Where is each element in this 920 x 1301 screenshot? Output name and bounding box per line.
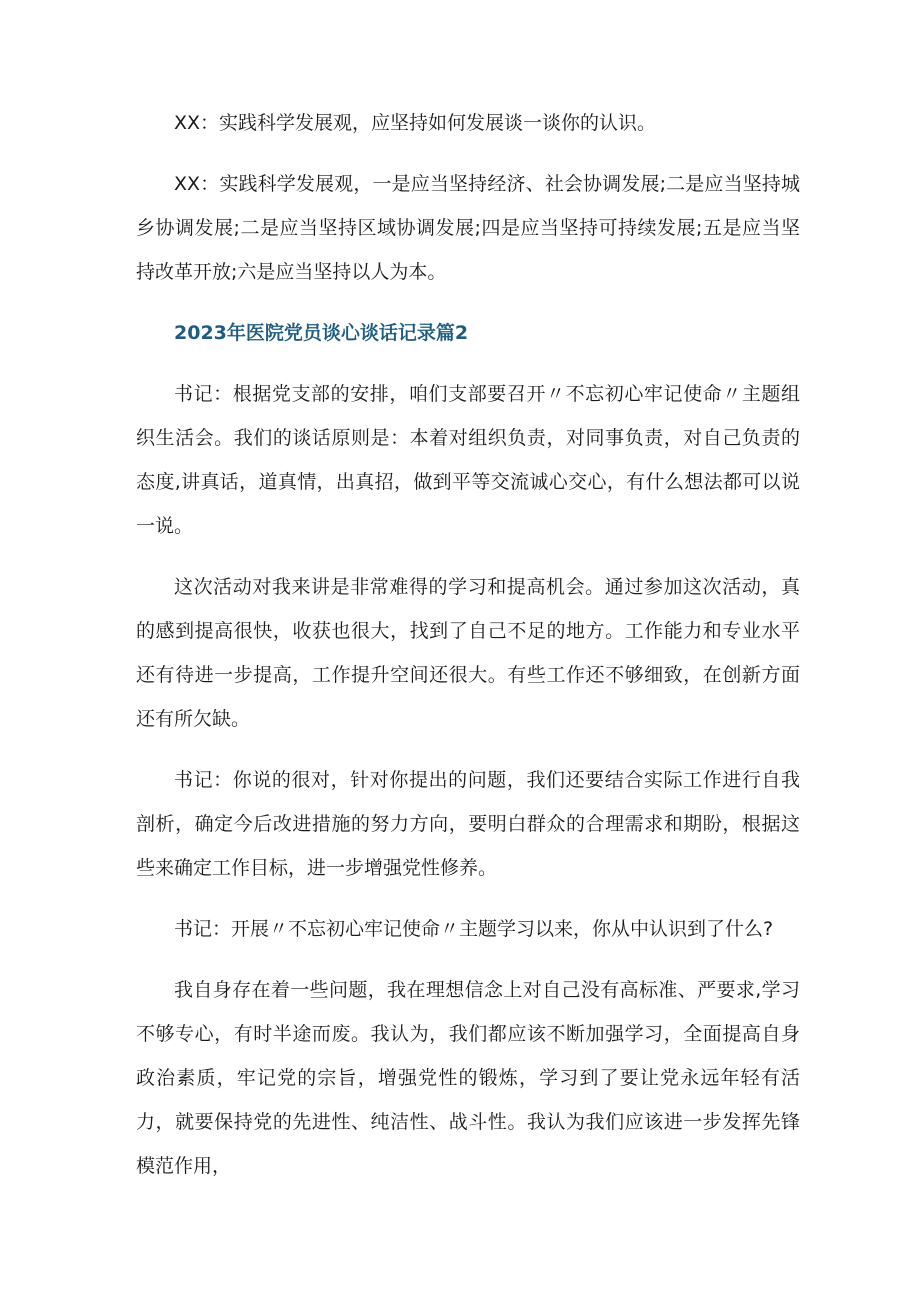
paragraph-gap xyxy=(136,145,800,162)
paragraph-secretary-intro: 书记：根据党支部的安排，咱们支部要召开〃不忘初心牢记使命〃主题组织生活会。我们的谈话原则是：本着对组织负责，对同事负责，对自己负责的态度,讲真话，道真情，出真招，做到平等交流诚心交心，有什么想法都可以说一说。 xyxy=(136,383,800,537)
paragraph-question: XX：实践科学发展观，应坚持如何发展谈一谈你的认识。 xyxy=(174,112,657,134)
paragraph-gap xyxy=(136,548,800,565)
paragraph-response-2: 我自身存在着一些问题，我在理想信念上对自己没有高标准、严要求,学习不够专心，有时半途而废。我认为，我们都应该不断加强学习，全面提高自身政治素质，牢记党的宗旨，增强党性的锻炼，学习到了要让党永远年轻有活力，就要保持党的先进性、纯洁性、战斗性。我认为我们应该进一步发挥先锋模范作用， xyxy=(136,979,800,1177)
paragraph-gap xyxy=(136,890,800,907)
paragraph-gap xyxy=(136,951,800,968)
document-page xyxy=(136,101,800,1188)
section-heading: 2023年医院党员谈心谈话记录篇2 xyxy=(174,322,469,344)
paragraph-secretary-question: 书记：开展〃不忘初心牢记使命〃主题学习以来，你从中认识到了什么? xyxy=(174,918,774,940)
paragraph-gap xyxy=(136,294,800,311)
paragraph-gap xyxy=(136,355,800,372)
paragraph-secretary-reply: 书记：你说的很对，针对你提出的问题，我们还要结合实际工作进行自我剖析，确定今后改进措施的努力方向，要明白群众的合理需求和期盼，根据这些来确定工作目标，进一步增强党性修养。 xyxy=(136,769,800,879)
paragraph-gap xyxy=(136,741,800,758)
paragraph-response-1: 这次活动对我来讲是非常难得的学习和提高机会。通过参加这次活动，真的感到提高很快，收获也很大，找到了自己不足的地方。工作能力和专业水平还有待进一步提高，工作提升空间还很大。有些工作还不够细致，在创新方面还有所欠缺。 xyxy=(136,576,800,730)
paragraph-answer: XX：实践科学发展观，一是应当坚持经济、社会协调发展;二是应当坚持城乡协调发展;二是应当坚持区域协调发展;四是应当坚持可持续发展;五是应当坚持改革开放;六是应当坚持以人为本。 xyxy=(136,173,800,283)
